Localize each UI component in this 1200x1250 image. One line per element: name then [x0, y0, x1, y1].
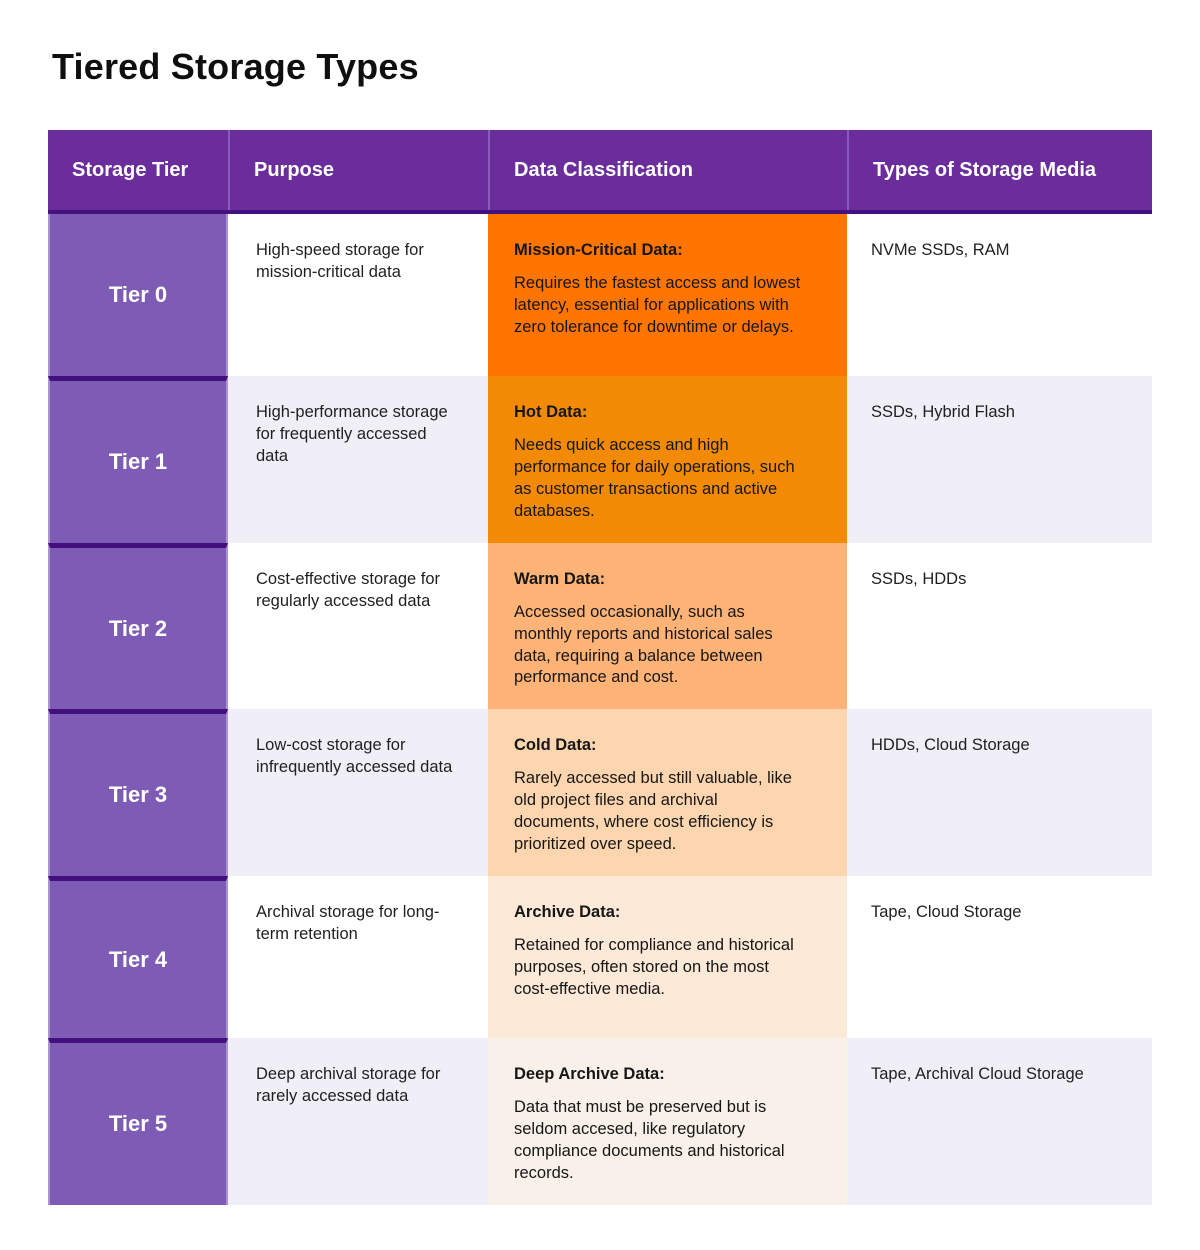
table-row-tier-5 — [48, 1038, 1152, 1205]
classification-description: Data that must be preserved but is seldom accesed, like regulatory compliance documents and historical records. — [514, 1098, 785, 1182]
classification-cell — [488, 876, 847, 1038]
tier-label: Tier 1 — [48, 376, 228, 543]
purpose-text: High-performance storage for frequently accessed data — [228, 376, 488, 543]
purpose-text: Low-cost storage for infrequently accessed data — [228, 709, 488, 876]
classification-cell — [488, 543, 847, 710]
classification-cell — [488, 1038, 847, 1205]
classification-cell — [488, 214, 847, 376]
classification-title: Archive Data: — [514, 903, 621, 922]
table-row-tier-2 — [48, 543, 1152, 710]
purpose-text: Deep archival storage for rarely accessed data — [228, 1038, 488, 1205]
classification-title: Cold Data: — [514, 736, 597, 755]
table-row-tier-3 — [48, 709, 1152, 876]
classification-cell — [488, 709, 847, 876]
storage-media-text: Tape, Archival Cloud Storage — [847, 1038, 1152, 1205]
header-storage-media: Types of Storage Media — [847, 130, 1152, 210]
tier-label: Tier 0 — [48, 214, 228, 376]
classification-description: Needs quick access and high performance for daily operations, such as customer transactions and active databases. — [514, 435, 795, 520]
header-data-classification: Data Classification — [488, 130, 847, 210]
storage-media-text: HDDs, Cloud Storage — [847, 709, 1152, 876]
tier-label: Tier 4 — [48, 876, 228, 1038]
tier-label: Tier 5 — [48, 1038, 228, 1205]
classification-title: Deep Archive Data: — [514, 1065, 665, 1084]
classification-title: Mission-Critical Data: — [514, 241, 683, 259]
tiered-storage-table — [48, 130, 1152, 1205]
classification-description: Accessed occasionally, such as monthly reports and historical sales data, requiring a balance between performance and cost. — [514, 602, 773, 687]
classification-title: Hot Data: — [514, 403, 588, 421]
header-storage-tier: Storage Tier — [72, 158, 189, 181]
tier-label: Tier 3 — [48, 709, 228, 876]
table-row-tier-1 — [48, 376, 1152, 543]
purpose-text: Archival storage for long-term retention — [228, 876, 488, 1038]
storage-media-text: SSDs, Hybrid Flash — [847, 376, 1152, 543]
table-header-row — [48, 130, 1152, 214]
classification-cell — [488, 376, 847, 543]
purpose-text: Cost-effective storage for regularly accessed data — [228, 543, 488, 710]
storage-media-text: NVMe SSDs, RAM — [847, 214, 1152, 376]
purpose-text: High-speed storage for mission-critical data — [228, 214, 488, 376]
header-purpose: Purpose — [228, 130, 488, 210]
storage-media-text: Tape, Cloud Storage — [847, 876, 1152, 1038]
tier-label: Tier 2 — [48, 543, 228, 710]
classification-description: Requires the fastest access and lowest latency, essential for applications with zero tolerance for downtime or delays. — [514, 273, 801, 336]
table-row-tier-0 — [48, 214, 1152, 376]
classification-title: Warm Data: — [514, 569, 606, 588]
storage-media-text: SSDs, HDDs — [847, 543, 1152, 710]
page-title: Tiered Storage Types — [52, 46, 419, 87]
classification-description: Retained for compliance and historical purposes, often stored on the most cost-effective media. — [514, 936, 794, 998]
table-row-tier-4 — [48, 876, 1152, 1038]
classification-description: Rarely accessed but still valuable, like old project files and archival documents, where cost efficiency is prioritized over speed. — [514, 769, 792, 854]
